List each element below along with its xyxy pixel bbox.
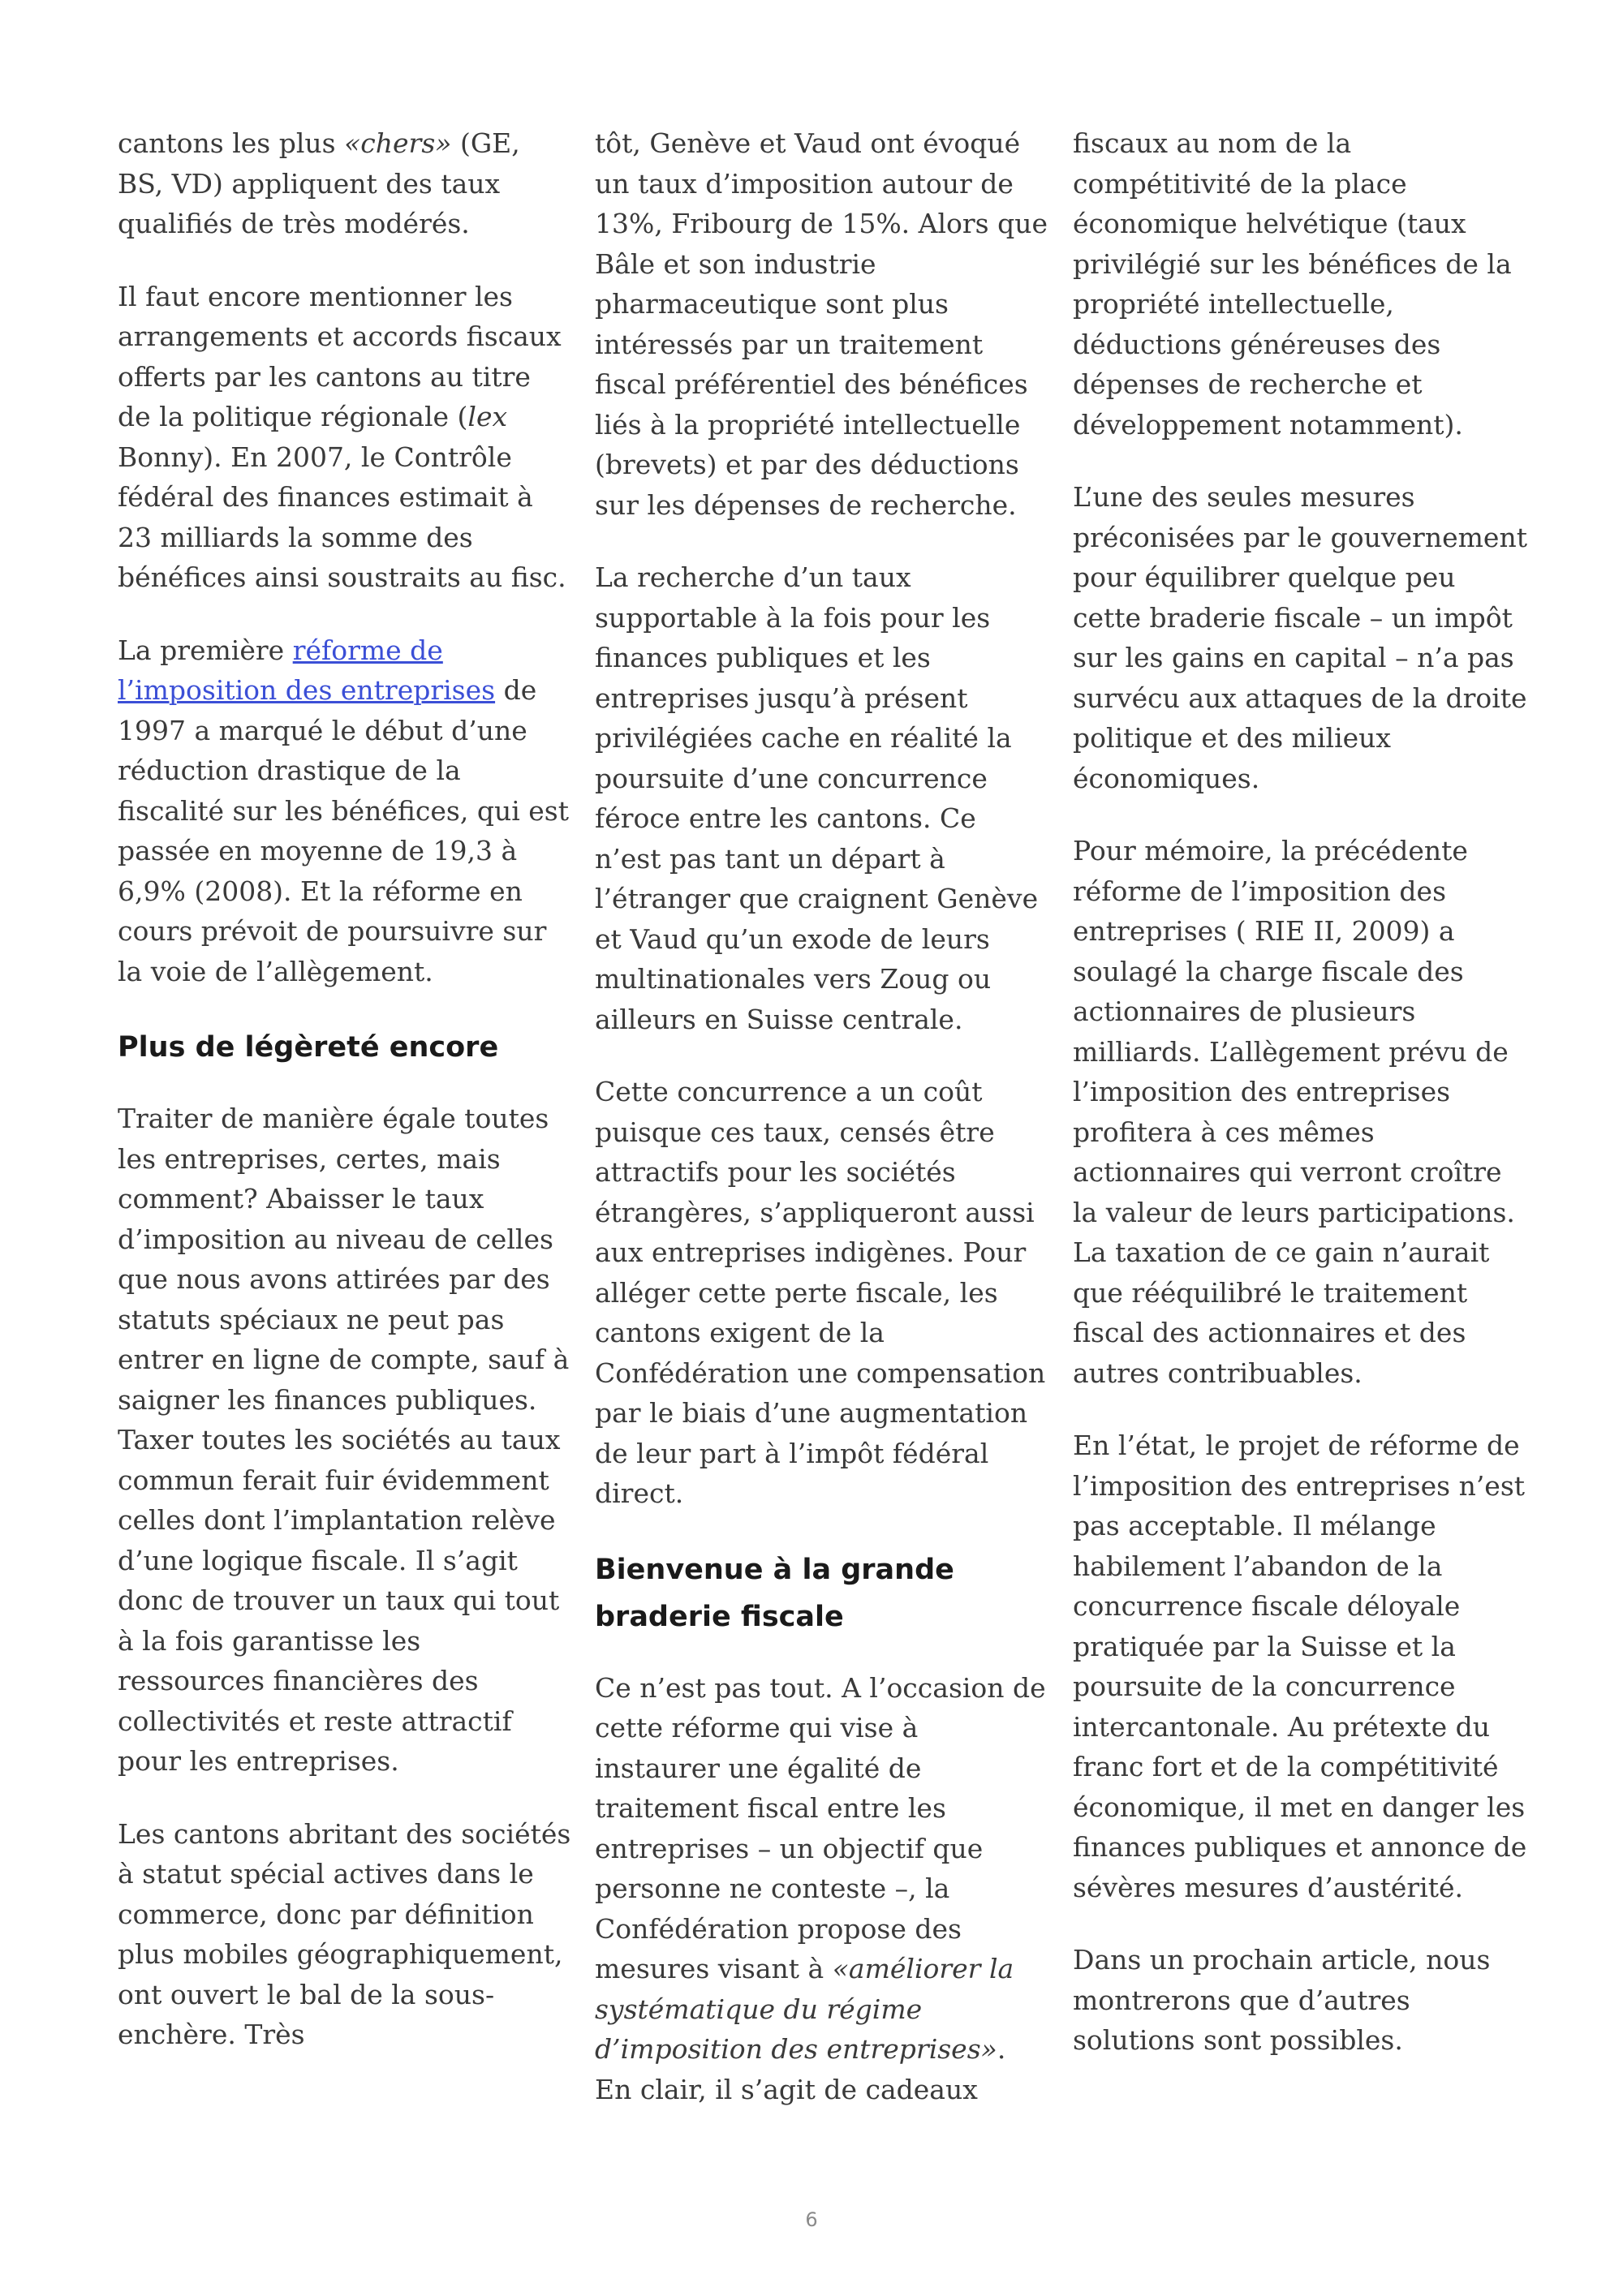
column-3 [1073,123,1527,2093]
paragraph: Traiter de manière égale toutes les entreprises, certes, mais comment? Abaisser le taux d’imposition au niveau de celles que nous avons attirées par des statuts spéciaux ne peut pas entrer en ligne de compte, sauf à saigner les finances publiques. Taxer toutes les sociétés au taux commun ferait fuir évidemment celles dont l’implantation relève d’une logique fiscale. Il s’agit donc de trouver un taux qui tout à la fois garantisse les ressources financières des collectivités et reste attractif pour les entreprises. [118,1103,570,1777]
paragraph: L’une des seules mesures préconisées par le gouvernement pour équilibrer quelque peu cette braderie fiscale – un impôt sur les gains en capital – n’a pas survécu aux attaques de la droite politique et des milieux économiques. [1073,481,1527,794]
reforme-link[interactable]: réforme de l’imposition des entreprises [118,634,496,706]
emphasis-text: «chers» [344,127,452,159]
paragraph: tôt, Genève et Vaud ont évoqué un taux d’imposition autour de 13%, Fribourg de 15%. Alors que Bâle et son industrie pharmaceutique sont plus intéressés par un traitement fiscal préférentiel des bénéfices liés à la propriété intellectuelle (brevets) et par des déductions sur les dépenses de recherche. [595,127,1048,521]
paragraph: Dans un prochain article, nous montrerons que d’autres solutions sont possibles. [1073,1944,1491,2056]
section-heading: Plus de légèreté encore [118,1031,499,1064]
paragraph: Il faut encore mentionner les arrangements et accords fiscaux offerts par les cantons au titre de la politique régionale (lex Bonny). En 2007, le Contrôle fédéral des finances estimait à 23 milliards la somme des bénéfices ainsi soustraits au fisc. [118,280,566,593]
paragraph: cantons les plus «chers» (GE, BS, VD) appliquent des taux qualifiés de très modérés. [118,127,520,239]
paragraph: fiscaux au nom de la compétitivité de la place économique helvétique (taux privilégié sur les bénéfices de la propriété intellectuelle, déductions généreuses des dépenses de recherche et développement notamment). [1073,127,1512,441]
section-heading: Bienvenue à la grande braderie fiscale [595,1553,954,1633]
paragraph: En l’état, le projet de réforme de l’imposition des entreprises n’est pas acceptable. Il mélange habilement l’abandon de la concurrence fiscale déloyale pratiquée par la Suisse et la poursuite de la concurrence intercantonale. Au prétexte du franc fort et de la compétitivité économique, il met en danger les finances publiques et annonce de sévères mesures d’austérité. [1073,1430,1527,1903]
paragraph: Les cantons abritant des sociétés à statut spécial actives dans le commerce, donc par définition plus mobiles géographiquement, ont ouvert le bal de la sous-enchère. Très [118,1817,571,2050]
emphasis-text: lex [467,401,508,432]
column-2 [595,123,1049,2142]
paragraph: La recherche d’un taux supportable à la fois pour les finances publiques et les entreprises jusqu’à présent privilégiées cache en réalité la poursuite d’une concurrence féroce entre les cantons. Ce n’est pas tant un départ à l’étranger que craignent Genève et Vaud qu’un exode de leurs multinationales vers Zoug ou ailleurs en Suisse centrale. [595,561,1039,1035]
column-1 [118,123,572,2087]
paragraph: Cette concurrence a un coût puisque ces taux, censés être attractifs pour les sociétés étrangères, s’appliqueront aussi aux entreprises indigènes. Pour alléger cette perte fiscale, les cantons exigent de la Confédération une compensation par le biais d’une augmentation de leur part à l’impôt fédéral direct. [595,1076,1046,1509]
paragraph: Pour mémoire, la précédente réforme de l’imposition des entreprises ( RIE II, 2009) a soulagé la charge fiscale des actionnaires de plusieurs milliards. L’allègement prévu de l’imposition des entreprises profitera à ces mêmes actionnaires qui verront croître la valeur de leurs participations. La taxation de ce gain n’aurait que rééquilibré le traitement fiscal des actionnaires et des autres contribuables. [1073,835,1515,1389]
emphasis-text: «améliorer la systématique du régime d’imposition des entreprises» [595,1953,1014,2065]
paragraph: La première réforme de l’imposition des entreprises de 1997 a marqué le début d’une réduction drastique de la fiscalité sur les bénéfices, qui est passée en moyenne de 19,3 à 6,9% (2008). Et la réforme en cours prévoit de poursuivre sur la voie de l’allègement. [118,634,569,987]
page-number: 6 [805,2208,818,2231]
paragraph: Ce n’est pas tout. A l’occasion de cette réforme qui vise à instaurer une égalité de traitement fiscal entre les entreprises – un objectif que personne ne conteste –, la Confédération propose des mesures visant à «améliorer la systématique du régime d’imposition des entreprises». En clair, il s’agit de cadeaux [595,1671,1046,2105]
